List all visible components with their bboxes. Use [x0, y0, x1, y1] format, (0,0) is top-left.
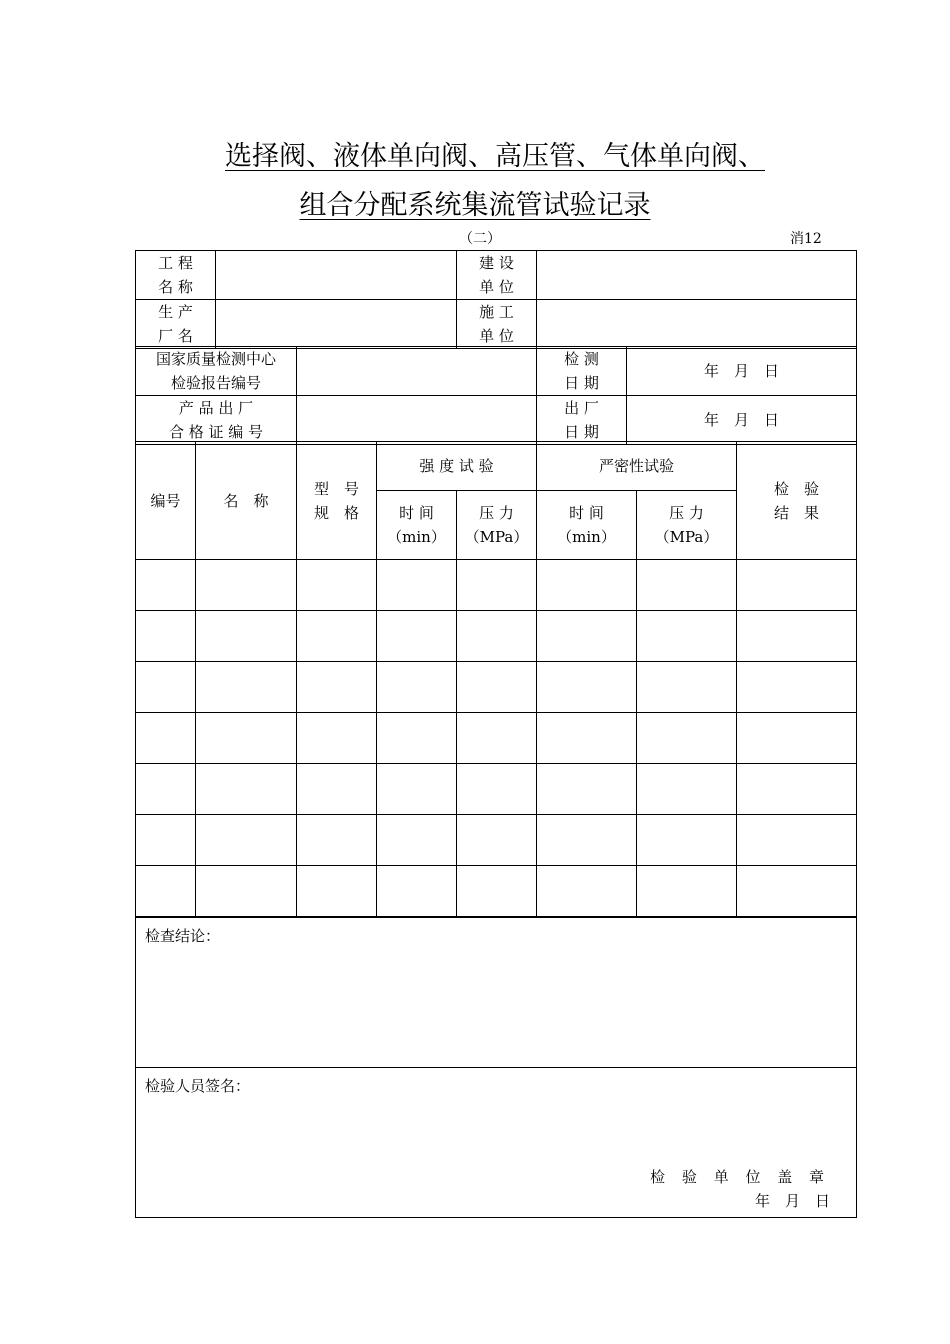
table-cell[interactable] — [377, 866, 457, 917]
table-cell[interactable] — [196, 560, 297, 611]
table-cell[interactable] — [637, 713, 737, 764]
test-table — [135, 441, 857, 917]
field-project-name[interactable] — [216, 251, 457, 300]
table-cell[interactable] — [196, 611, 297, 662]
table-cell[interactable] — [297, 560, 377, 611]
label-manufacturer: 生 产 厂 名 — [136, 300, 216, 349]
header-no: 编号 — [136, 442, 196, 560]
table-cell[interactable] — [136, 560, 196, 611]
table-cell[interactable] — [297, 713, 377, 764]
table-cell[interactable] — [136, 662, 196, 713]
header-strength-pressure: 压 力 （MPa） — [457, 491, 537, 560]
table-row — [136, 866, 857, 917]
field-test-date[interactable]: 年 月 日 — [627, 347, 857, 396]
table-cell[interactable] — [457, 713, 537, 764]
title-line-1 — [20, 134, 950, 173]
table-cell[interactable] — [196, 764, 297, 815]
table-cell[interactable] — [377, 815, 457, 866]
table-cell[interactable] — [457, 815, 537, 866]
field-report-no[interactable] — [297, 347, 537, 396]
table-row — [136, 662, 857, 713]
table-cell[interactable] — [196, 713, 297, 764]
table-cell[interactable] — [537, 560, 637, 611]
info-table-mid — [135, 346, 857, 445]
table-cell[interactable] — [537, 815, 637, 866]
table-cell[interactable] — [297, 866, 377, 917]
table-cell[interactable] — [737, 662, 857, 713]
conclusion-label: 检查结论： — [145, 927, 221, 945]
table-cell[interactable] — [737, 713, 857, 764]
table-cell[interactable] — [457, 560, 537, 611]
header-tightness-time: 时 间 （min） — [537, 491, 637, 560]
label-project-name: 工 程 名 称 — [136, 251, 216, 300]
header-strength-test: 强 度 试 验 — [377, 442, 537, 491]
table-cell[interactable] — [457, 764, 537, 815]
table-cell[interactable] — [377, 611, 457, 662]
header-name: 名 称 — [196, 442, 297, 560]
table-row — [136, 713, 857, 764]
table-cell[interactable] — [637, 764, 737, 815]
table-cell[interactable] — [297, 611, 377, 662]
table-cell[interactable] — [637, 611, 737, 662]
table-cell[interactable] — [737, 560, 857, 611]
header-result: 检 验 结 果 — [737, 442, 857, 560]
table-row — [136, 611, 857, 662]
title-text-1: 选择阀、液体单向阀、高压管、气体单向阀、 — [225, 141, 765, 172]
table-cell[interactable] — [537, 713, 637, 764]
title-text-2: 组合分配系统集流管试验记录 — [299, 190, 651, 221]
seal-label: 检 验 单 位 盖 章 — [650, 1168, 830, 1186]
table-cell[interactable] — [136, 764, 196, 815]
label-test-date: 检 测 日 期 — [537, 347, 627, 396]
table-row — [136, 764, 857, 815]
label-construction-unit: 建 设 单 位 — [457, 251, 537, 300]
table-cell[interactable] — [377, 662, 457, 713]
info-table-top — [135, 250, 857, 349]
label-report-no: 国家质量检测中心 检验报告编号 — [136, 347, 297, 396]
field-manufacturer[interactable] — [216, 300, 457, 349]
table-row — [136, 815, 857, 866]
table-cell[interactable] — [537, 866, 637, 917]
table-cell[interactable] — [537, 662, 637, 713]
table-cell[interactable] — [737, 815, 857, 866]
table-cell[interactable] — [377, 764, 457, 815]
table-cell[interactable] — [196, 866, 297, 917]
form-code: 消12 — [790, 231, 822, 247]
table-cell[interactable] — [457, 662, 537, 713]
table-cell[interactable] — [196, 815, 297, 866]
table-row — [136, 560, 857, 611]
table-cell[interactable] — [537, 764, 637, 815]
table-cell[interactable] — [136, 866, 196, 917]
conclusion-field[interactable] — [136, 918, 857, 1068]
table-cell[interactable] — [637, 815, 737, 866]
label-factory-date: 出 厂 日 期 — [537, 396, 627, 445]
conclusion-table — [135, 917, 857, 1218]
table-cell[interactable] — [196, 662, 297, 713]
signature-label: 检验人员签名： — [145, 1077, 251, 1095]
signature-field[interactable] — [136, 1068, 857, 1218]
table-cell[interactable] — [377, 560, 457, 611]
header-tightness-pressure: 压 力 （MPa） — [637, 491, 737, 560]
table-cell[interactable] — [537, 611, 637, 662]
subtitle: （二） — [459, 231, 501, 247]
table-cell[interactable] — [637, 662, 737, 713]
field-construction-unit[interactable] — [537, 251, 857, 300]
table-cell[interactable] — [136, 815, 196, 866]
title-line-2 — [0, 183, 950, 222]
table-cell[interactable] — [136, 611, 196, 662]
table-cell[interactable] — [297, 815, 377, 866]
table-cell[interactable] — [377, 713, 457, 764]
label-builder-unit: 施 工 单 位 — [457, 300, 537, 349]
header-tightness-test: 严密性试验 — [537, 442, 737, 491]
field-cert-no[interactable] — [297, 396, 537, 445]
field-factory-date[interactable]: 年 月 日 — [627, 396, 857, 445]
label-cert-no: 产 品 出 厂 合 格 证 编 号 — [136, 396, 297, 445]
seal-date: 年 月 日 — [754, 1192, 830, 1210]
table-cell[interactable] — [637, 560, 737, 611]
table-cell[interactable] — [297, 662, 377, 713]
field-builder-unit[interactable] — [537, 300, 857, 349]
table-cell[interactable] — [737, 866, 857, 917]
table-cell[interactable] — [737, 611, 857, 662]
table-cell[interactable] — [637, 866, 737, 917]
header-strength-time: 时 间 （min） — [377, 491, 457, 560]
table-cell[interactable] — [297, 764, 377, 815]
table-cell[interactable] — [457, 611, 537, 662]
table-cell[interactable] — [737, 764, 857, 815]
table-cell[interactable] — [457, 866, 537, 917]
table-cell[interactable] — [136, 713, 196, 764]
header-model: 型 号 规 格 — [297, 442, 377, 560]
